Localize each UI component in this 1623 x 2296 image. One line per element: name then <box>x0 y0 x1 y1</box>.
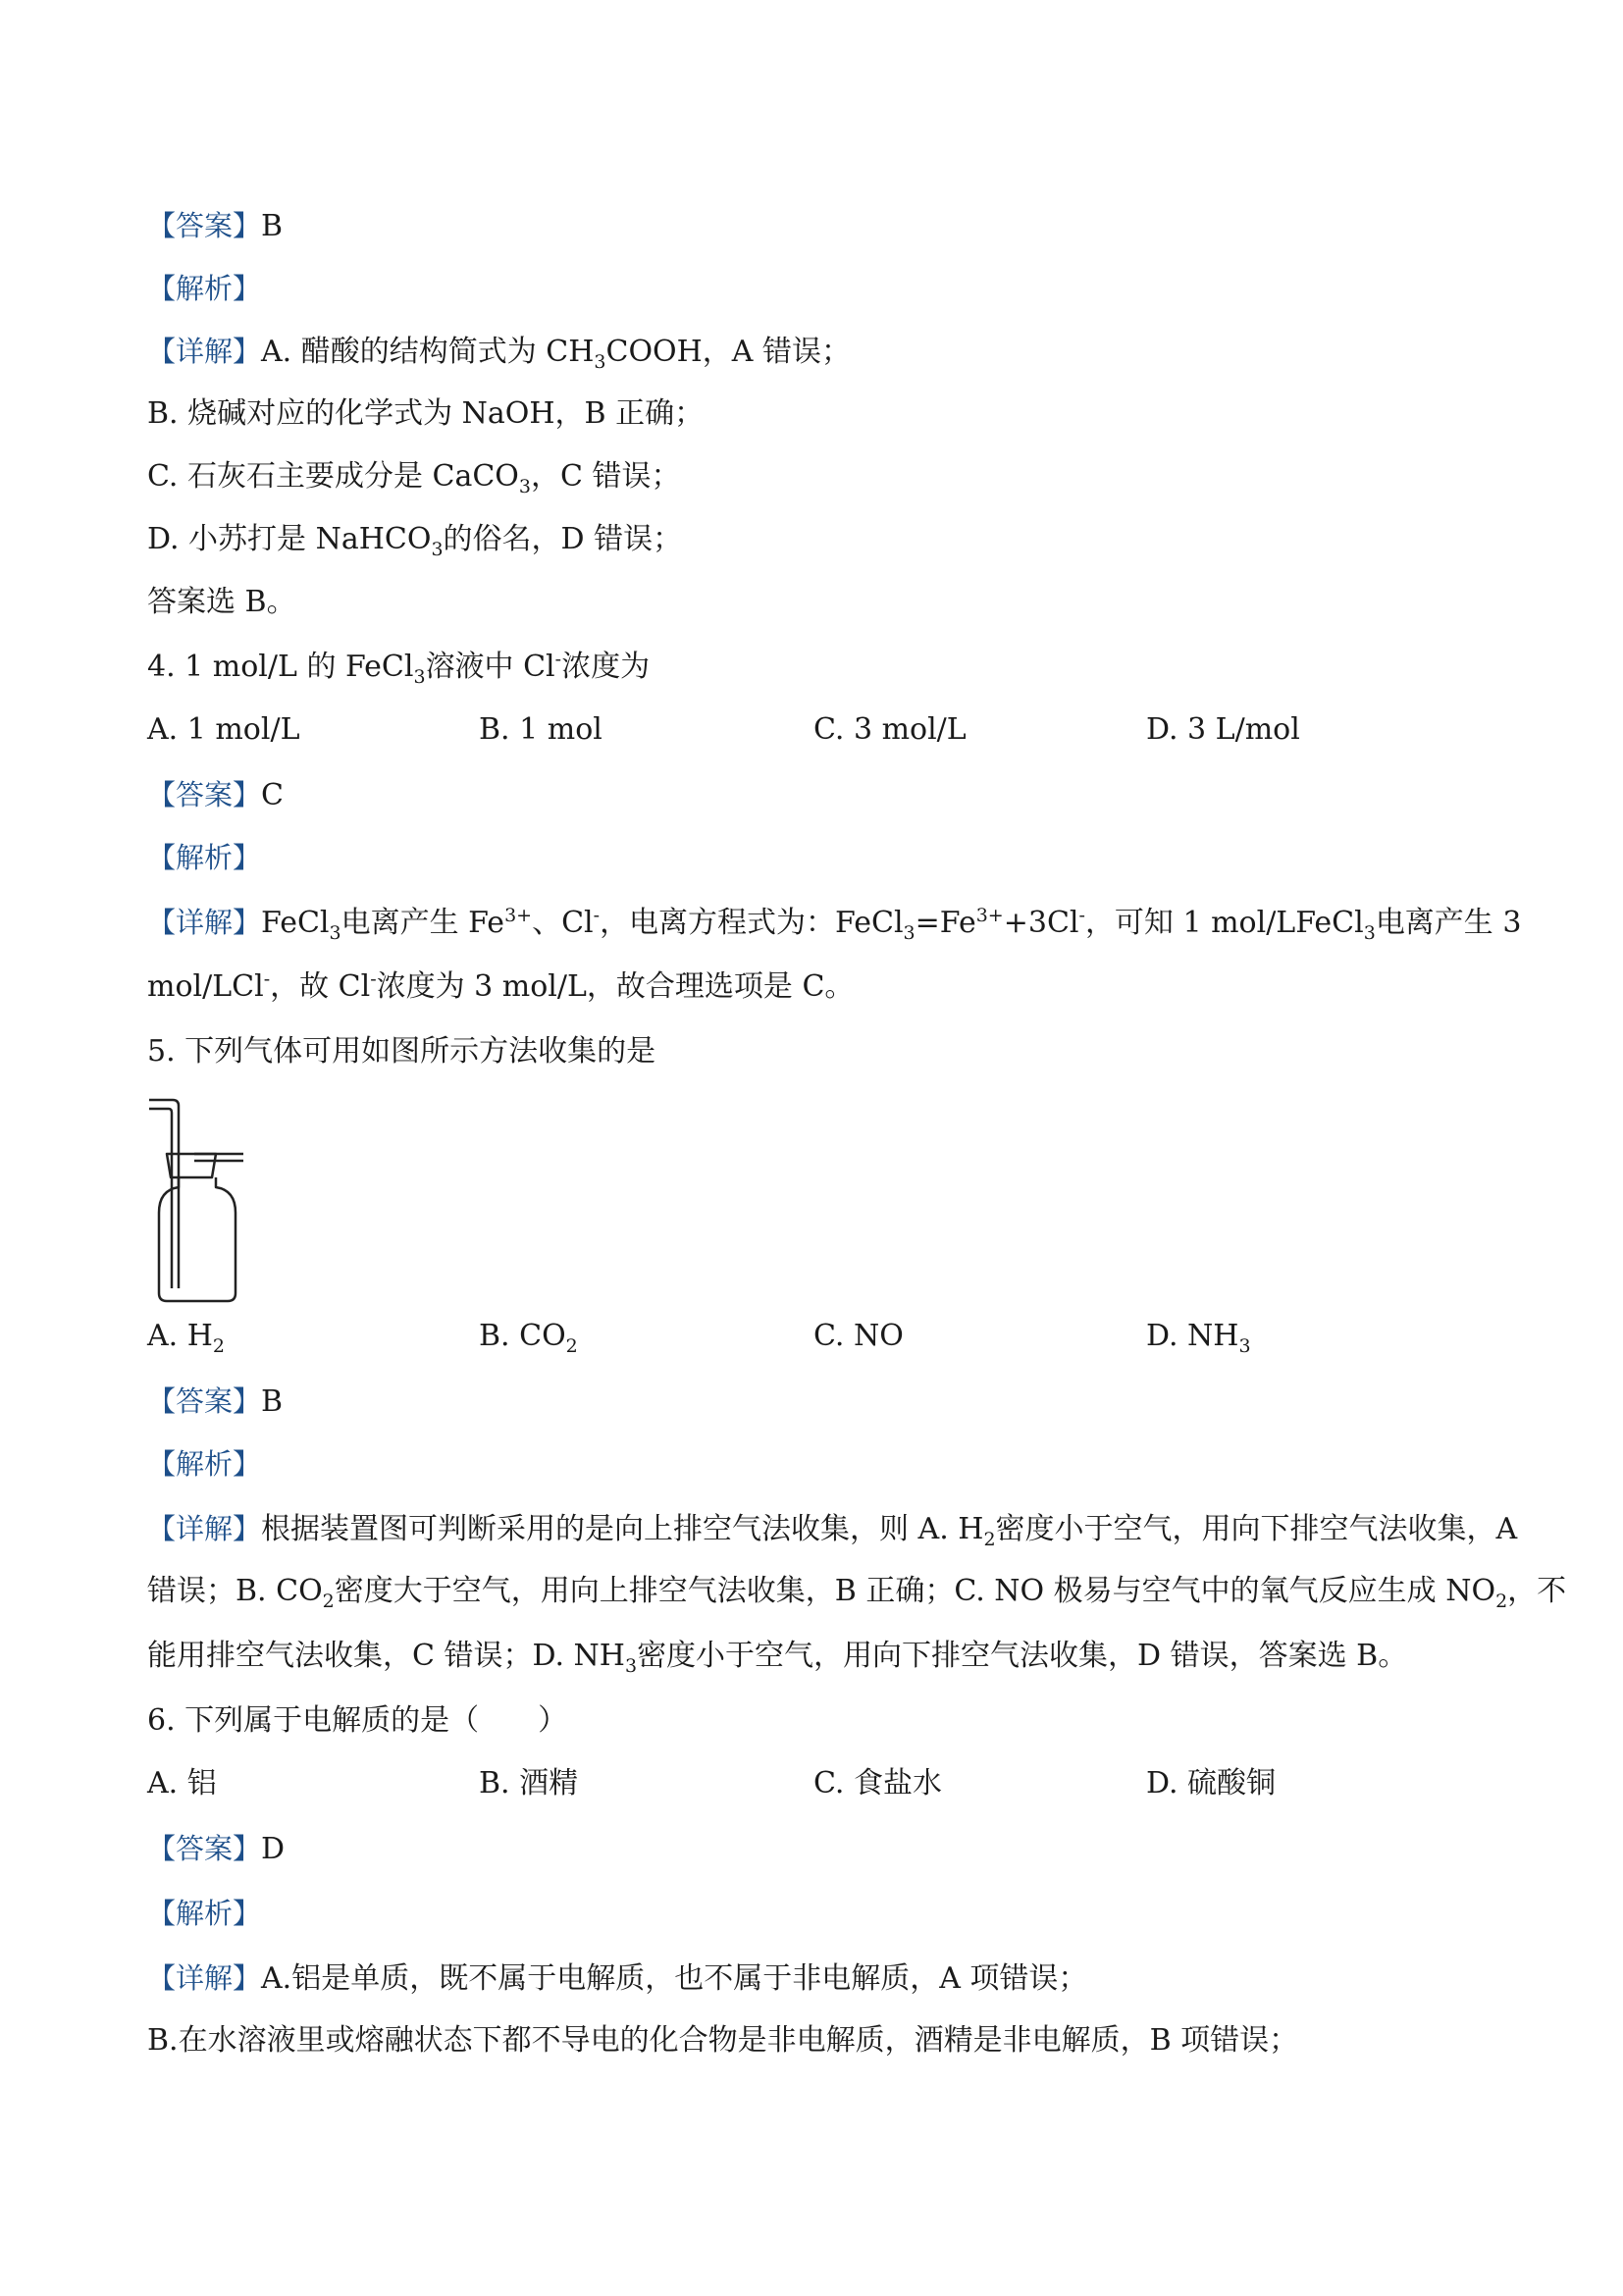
q5-option-b: B. $CO_2$ <box>479 1319 578 1357</box>
gas-collection-bottle-figure <box>145 1097 253 1305</box>
q6-analysis-tag: 【解析】 <box>147 1897 262 1930</box>
detail-tag: 【详解】 <box>147 335 262 368</box>
q5-stem: 5. 下列气体可用如图所示方法收集的是 <box>147 1034 656 1069</box>
q3-detail-line-d: D. 小苏打是 NaHCO$_3$的俗名，D 错误； <box>147 522 683 560</box>
q4-stem: 4. 1 mol/L 的 FeCl$_3$溶液中 Cl-浓度为 <box>147 649 651 688</box>
answer-value: B <box>261 1384 284 1419</box>
answer-value: B <box>261 209 284 243</box>
q6-answer-line: 【答案】D <box>147 1832 286 1866</box>
q6-detail-line-2: B.在水溶液里或熔融状态下都不导电的化合物是非电解质，酒精是非电解质，B 项错误； <box>147 2023 1299 2058</box>
bottle-outline <box>159 1177 236 1301</box>
q4-option-c: C. 3 mol/L <box>813 712 967 747</box>
q6-option-c: C. 食盐水 <box>813 1766 942 1800</box>
stopper <box>167 1154 216 1177</box>
q4-option-b: B. 1 mol <box>479 712 602 747</box>
q4-detail-line-1: 【详解】FeCl$_3$电离产生 $Fe^{3+}$、Cl-，电离方程式为：$FeCl_3=Fe^{3+}+3Cl^-$，可知 1 mol/LFeCl$_3$电离产生 3 <box>147 905 1522 944</box>
q4-option-d: D. 3 L/mol <box>1146 712 1300 747</box>
q4-detail-line-2: mol/LCl-，故 Cl-浓度为 3 mol/L，故合理选项是 C。 <box>147 968 855 1004</box>
q5-option-d: D. $NH_3$ <box>1146 1319 1251 1357</box>
q5-analysis-tag: 【解析】 <box>147 1447 262 1481</box>
answer-value: D <box>261 1832 286 1866</box>
answer-tag: 【答案】 <box>147 209 262 242</box>
q5-option-a: A. $H_2$ <box>147 1319 225 1357</box>
q3-answer-line <box>147 206 283 246</box>
q6-option-a: A. 铝 <box>147 1766 217 1800</box>
q6-stem: 6. 下列属于电解质的是（ ） <box>147 1703 568 1738</box>
q3-analysis-tag: 【解析】 <box>147 272 262 305</box>
q5-detail-line-2: 错误；B. $CO_2$密度大于空气，用向上排空气法收集，B 正确；C. NO 极易与空气中的氧气反应生成 $NO_2$，不 <box>147 1574 1567 1612</box>
q6-option-d: D. 硫酸铜 <box>1146 1766 1277 1800</box>
q3-conclusion: 答案选 B。 <box>147 585 296 619</box>
q3-detail-line-c: C. 石灰石主要成分是 CaCO$_3$，C 错误； <box>147 459 681 497</box>
q6-detail-line-1: 【详解】A.铝是单质，既不属于电解质，也不属于非电解质，A 项错误； <box>147 1961 1088 1996</box>
answer-value: C <box>261 778 284 812</box>
q3-detail-line-b: B. 烧碱对应的化学式为 NaOH，B 正确； <box>147 396 705 431</box>
q5-detail-line-1: 【详解】根据装置图可判断采用的是向上排空气法收集，则 A. $H_2$密度小于空气，用向下排空气法收集，A <box>147 1512 1518 1550</box>
q5-option-c: C. NO <box>813 1319 904 1353</box>
q5-answer-line: 【答案】B <box>147 1384 284 1419</box>
q6-option-b: B. 酒精 <box>479 1766 579 1800</box>
q4-option-a: A. 1 mol/L <box>147 712 300 747</box>
q4-analysis-tag: 【解析】 <box>147 841 262 874</box>
q4-answer-line: 【答案】C <box>147 778 284 812</box>
q5-detail-line-3: 能用排空气法收集，C 错误；D. $NH_3$密度小于空气，用向下排空气法收集，D 错误，答案选 B。 <box>147 1639 1408 1677</box>
q3-detail-line-a: 【详解】A. 醋酸的结构简式为 $CH_3COOH$，A 错误； <box>147 335 852 373</box>
